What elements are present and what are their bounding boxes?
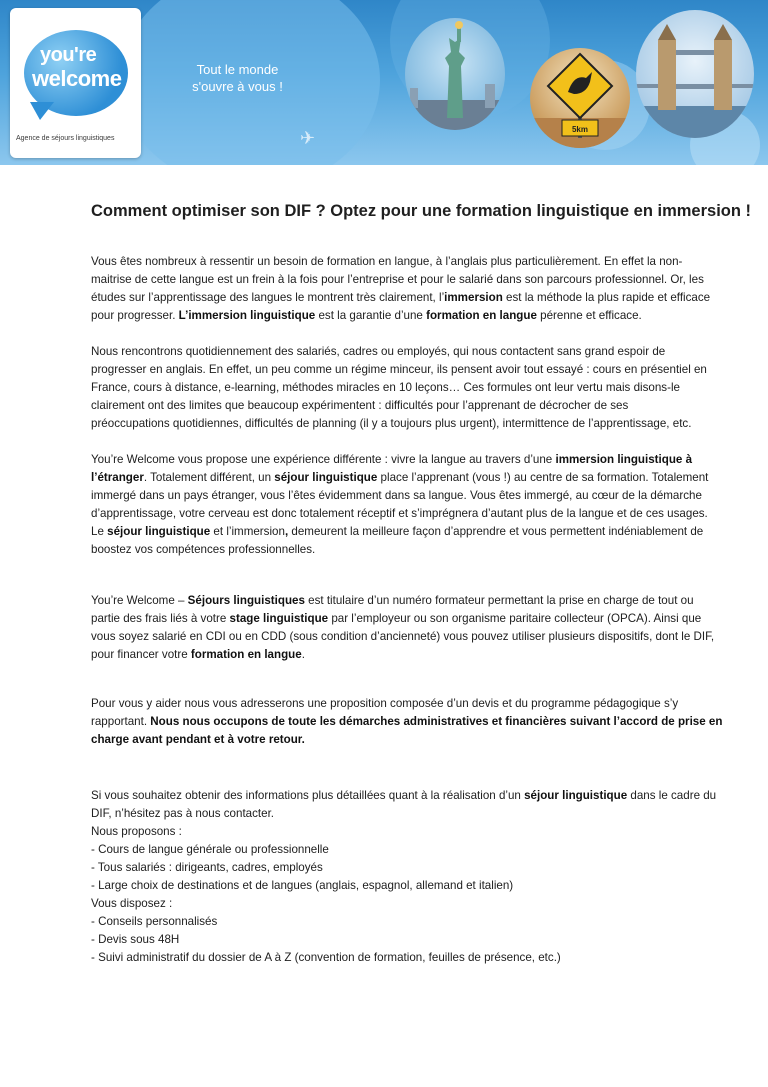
text-run: immergé dans un pays étranger, vous l’êtes évidemment dans sa langue. Vous êtes immergé, au cœur de la démarche xyxy=(91,489,702,502)
text-run: et l’immersion xyxy=(210,525,285,538)
text-run: est titulaire d’un numéro formateur permettant la prise en charge de tout ou xyxy=(304,594,694,607)
text-run: dans le cadre du xyxy=(627,789,717,802)
text-line xyxy=(91,807,274,821)
text-run: Pour vous y aider nous vous adresserons une proposition composée d’un devis et du programme pédagogique s’y xyxy=(91,697,679,710)
bold-keyword: charge avant pendant et à votre retour. xyxy=(91,733,305,746)
text-run: Vous êtes nombreux à ressentir un besoin de formation en langue, à l’anglais plus particulièrement. En effet la non- xyxy=(91,255,683,268)
text-run: maitrise de cette langue est un frein à la fois pour l’entreprise et pour le salarié dans son parcours professionnel. Or, les xyxy=(91,273,704,286)
text-line xyxy=(91,399,628,413)
text-run: pour financer votre xyxy=(91,648,191,661)
statue-of-liberty-photo xyxy=(405,18,505,130)
text-run: partie des frais liés à votre xyxy=(91,612,230,625)
logo-text-line1: you're xyxy=(40,44,97,66)
text-run: - Suivi administratif du dossier de A à Z (convention de formation, feuilles de présence, etc.) xyxy=(91,951,561,964)
text-run: est la garantie d’une xyxy=(315,309,427,322)
text-line xyxy=(91,915,217,929)
text-line xyxy=(91,471,708,485)
text-line xyxy=(91,489,702,503)
text-line xyxy=(91,715,722,729)
text-line xyxy=(91,933,179,947)
text-run: par l’employeur ou son organisme paritaire collecteur (OPCA). Ainsi que xyxy=(328,612,702,625)
bold-keyword: stage linguistique xyxy=(229,612,329,625)
text-line xyxy=(91,453,692,467)
text-run: - Devis sous 48H xyxy=(91,933,180,946)
text-run: Le xyxy=(91,525,108,538)
text-run: - Large choix de destinations et de langues (anglais, espagnol, allemand et italien) xyxy=(91,879,514,892)
text-line xyxy=(91,543,315,557)
text-line xyxy=(91,507,708,521)
text-line xyxy=(91,525,703,539)
text-run: demeurent la meilleure façon d’apprendre et vous permettent indéniablement de xyxy=(288,525,704,538)
text-line xyxy=(91,630,714,644)
text-line xyxy=(91,363,707,377)
slogan-line2: s'ouvre à vous ! xyxy=(192,79,283,94)
text-line xyxy=(91,255,682,269)
text-run: DIF, n’hésitez pas à nous contacter. xyxy=(91,807,275,820)
logo-tagline: Agence de séjours linguistiques xyxy=(16,135,115,142)
text-run: études sur l’apprentissage des langues le montrent très clairement, l’ xyxy=(91,291,445,304)
bold-keyword: l’étranger xyxy=(91,471,144,484)
text-line xyxy=(91,897,172,911)
bold-keyword: immersion xyxy=(444,291,503,304)
text-run: progresser en anglais. En effet, un peu comme un régime minceur, ils pensent avoir tout essayé : cours en présentiel en xyxy=(91,363,707,376)
text-run: préoccupations quotidiennes, difficultés de planning (il y a toujours plus urgent), intermittence de l’apprentissage, etc. xyxy=(91,417,692,430)
tower-bridge-photo xyxy=(636,10,754,138)
slogan-line1: Tout le monde xyxy=(196,62,279,77)
text-run: . Totalement différent, un xyxy=(143,471,275,484)
text-run: - Tous salariés : dirigeants, cadres, employés xyxy=(91,861,323,874)
text-line xyxy=(91,291,710,305)
text-line xyxy=(91,309,642,323)
text-line xyxy=(91,345,665,359)
text-line xyxy=(91,381,680,395)
text-run: pérenne et efficace. xyxy=(536,309,642,322)
text-line xyxy=(91,697,678,711)
document-title: Comment optimiser son DIF ? Optez pour une formation linguistique en immersion ! xyxy=(91,202,752,220)
text-run: Vous disposez : xyxy=(91,897,173,910)
text-run: vous soyez salarié en CDI ou en CDD (sous condition d’ancienneté) vous pouvez utiliser plusieurs dispositifs, dont le DIF, xyxy=(91,630,715,643)
text-line xyxy=(91,417,691,431)
text-run: boostez vos compétences professionnelles. xyxy=(91,543,316,556)
text-run: Nous rencontrons quotidiennement des salariés, cadres ou employés, qui nous contactent sans grand espoir de xyxy=(91,345,666,358)
bold-keyword: immersion linguistique à xyxy=(555,453,693,466)
bold-keyword: séjour linguistique xyxy=(274,471,378,484)
bold-keyword: L’immersion linguistique xyxy=(178,309,316,322)
bold-keyword: formation en langue xyxy=(426,309,537,322)
text-line xyxy=(91,273,704,287)
road-sign-photo xyxy=(530,48,630,148)
text-run: est la méthode la plus rapide et efficace xyxy=(502,291,711,304)
company-logo xyxy=(10,8,141,158)
text-run: - Conseils personnalisés xyxy=(91,915,218,928)
text-line xyxy=(91,648,305,662)
header-banner xyxy=(0,0,768,165)
banner-slogan xyxy=(175,61,300,95)
text-line xyxy=(91,879,513,893)
svg-text:5km: 5km xyxy=(571,125,589,134)
text-run: rapportant. xyxy=(91,715,151,728)
text-run: . xyxy=(301,648,305,661)
text-run: You’re Welcome – xyxy=(91,594,188,607)
text-line xyxy=(91,951,561,965)
bold-keyword: , xyxy=(284,525,289,538)
text-run: d’apprentissage, votre cerveau est donc totalement réceptif et s’imprégnera d’autant plus de la langue et de ces usages. xyxy=(91,507,708,520)
text-line xyxy=(91,594,694,608)
text-run: pour progresser. xyxy=(91,309,179,322)
text-run: You’re Welcome vous propose une expérience différente : vivre la langue au travers d’une xyxy=(91,453,556,466)
text-run: Si vous souhaitez obtenir des informations plus détaillées quant à la réalisation d’un xyxy=(91,789,525,802)
text-line xyxy=(91,861,323,875)
text-line xyxy=(91,612,701,626)
text-run: France, cours à distance, e-learning, méthodes miracles en 10 leçons… Ces formules ont leur vertu mais disons-le xyxy=(91,381,680,394)
text-line xyxy=(91,789,716,803)
text-run: - Cours de langue générale ou professionnelle xyxy=(91,843,329,856)
text-run: clairement ont des limites que beaucoup expérimentent : difficultés pour l’apprenant de décrocher de ses xyxy=(91,399,629,412)
text-line xyxy=(91,843,329,857)
text-run: place l’apprenant (vous !) au centre de sa formation. Totalement xyxy=(377,471,709,484)
bold-keyword: Séjours linguistiques xyxy=(187,594,305,607)
bold-keyword: séjour linguistique xyxy=(524,789,628,802)
airplane-icon: ✈ xyxy=(300,128,316,148)
bold-keyword: séjour linguistique xyxy=(107,525,211,538)
text-line xyxy=(91,825,182,839)
text-line xyxy=(91,733,305,747)
logo-text-line2: welcome xyxy=(32,66,122,91)
bold-keyword: formation en langue xyxy=(190,648,302,661)
bold-keyword: Nous nous occupons de toute les démarches administratives et financières suivant l’accord de prise en xyxy=(150,715,723,728)
text-run: Nous proposons : xyxy=(91,825,182,838)
